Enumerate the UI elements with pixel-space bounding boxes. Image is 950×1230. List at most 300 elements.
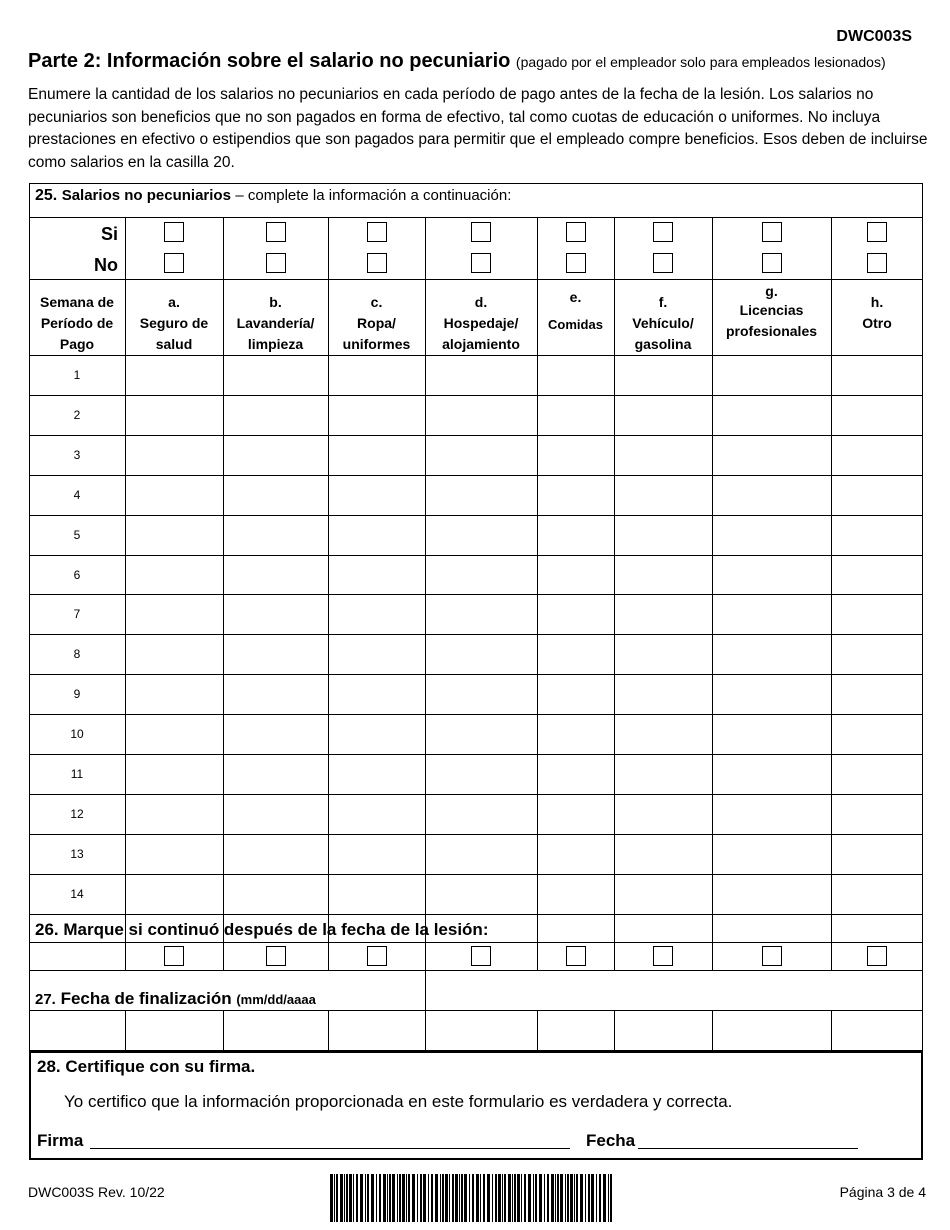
barcode-bar	[514, 1174, 516, 1222]
amount-input-a[interactable]	[128, 440, 220, 470]
row-divider	[29, 555, 923, 556]
row-divider	[29, 395, 923, 396]
amount-input-a[interactable]	[128, 799, 220, 829]
amount-input-h[interactable]	[834, 440, 920, 470]
barcode-bar	[469, 1174, 470, 1222]
barcode-bar	[408, 1174, 410, 1222]
form-code: DWC003S	[836, 28, 912, 45]
amount-input-h[interactable]	[834, 759, 920, 789]
amount-input-g[interactable]	[715, 560, 828, 590]
column-divider	[712, 942, 713, 970]
barcode-bar	[472, 1174, 474, 1222]
week-number: 10	[70, 727, 84, 742]
row-divider	[29, 970, 923, 971]
column-divider	[425, 1010, 426, 1051]
amount-input-d[interactable]	[428, 719, 534, 749]
continued-checkbox-e[interactable]	[566, 946, 586, 966]
row-divider	[29, 217, 923, 218]
amount-input-f[interactable]	[617, 839, 709, 869]
barcode-bar	[487, 1174, 490, 1222]
end-date-input-e[interactable]	[540, 1014, 611, 1046]
amount-input-b[interactable]	[226, 560, 325, 590]
amount-input-g[interactable]	[715, 719, 828, 749]
amount-input-g[interactable]	[715, 599, 828, 629]
amount-input-g[interactable]	[715, 480, 828, 510]
amount-input-c[interactable]	[331, 520, 422, 550]
column-divider	[223, 942, 224, 970]
column-divider	[831, 942, 832, 970]
barcode-bar	[349, 1174, 352, 1222]
continued-checkbox-d[interactable]	[471, 946, 491, 966]
amount-input-a[interactable]	[128, 759, 220, 789]
barcode-bar	[399, 1174, 401, 1222]
amount-input-d[interactable]	[428, 480, 534, 510]
amount-input-f[interactable]	[617, 520, 709, 550]
barcode-bar	[565, 1174, 566, 1222]
barcode-bar	[423, 1174, 426, 1222]
barcode-bar	[334, 1174, 335, 1222]
continued-checkbox-b[interactable]	[266, 946, 286, 966]
barcode-bar	[392, 1174, 395, 1222]
barcode-bar	[330, 1174, 333, 1222]
column-header-letter: f.	[658, 294, 668, 310]
barcode-bar	[406, 1174, 407, 1222]
amount-input-e[interactable]	[540, 360, 611, 390]
yes-checkbox-d[interactable]	[471, 222, 491, 242]
amount-input-a[interactable]	[128, 480, 220, 510]
row-divider	[29, 1010, 923, 1011]
amount-input-b[interactable]	[226, 480, 325, 510]
yes-checkbox-b[interactable]	[266, 222, 286, 242]
amount-input-h[interactable]	[834, 560, 920, 590]
amount-input-e[interactable]	[540, 799, 611, 829]
amount-input-a[interactable]	[128, 360, 220, 390]
amount-input-g[interactable]	[715, 879, 828, 909]
section-27-title: 27. Fecha de finalización (mm/dd/aaaa	[35, 989, 316, 1008]
column-divider	[712, 1010, 713, 1051]
column-header-b	[223, 292, 328, 355]
amount-input-e[interactable]	[540, 719, 611, 749]
barcode-bar	[420, 1174, 422, 1222]
amount-input-h[interactable]	[834, 480, 920, 510]
barcode-bar	[379, 1174, 381, 1222]
date-input[interactable]	[640, 1128, 856, 1148]
amount-input-c[interactable]	[331, 480, 422, 510]
amount-input-c[interactable]	[331, 879, 422, 909]
column-header-letter: c.	[370, 294, 383, 310]
barcode-bar	[412, 1174, 415, 1222]
barcode-bar	[344, 1174, 345, 1222]
week-number: 8	[73, 647, 81, 662]
continued-checkbox-f[interactable]	[653, 946, 673, 966]
barcode-bar	[445, 1174, 448, 1222]
barcode-bar	[383, 1174, 386, 1222]
no-checkbox-a[interactable]	[164, 253, 184, 273]
barcode-bar	[356, 1174, 358, 1222]
amount-input-b[interactable]	[226, 839, 325, 869]
week-number: 4	[73, 487, 81, 502]
barcode-bar	[402, 1174, 405, 1222]
intro-paragraph: Enumere la cantidad de los salarios no pecuniarios en cada período de pago antes de la fecha de la lesión. Los salarios no pecuniarios son beneficios que no son pagados en forma de efectivo, tal como cuotas de educación o uniformes. No incluya prestaciones en efectivo o estipendios que son pagados para permitir que el empleado compre beneficios. Esos deben de incluirse como salarios en la casilla 20.	[28, 86, 928, 171]
amount-input-b[interactable]	[226, 679, 325, 709]
end-date-input-h[interactable]	[834, 1014, 920, 1046]
column-header-letter: d.	[474, 294, 488, 310]
column-header-line1: Vehículo/	[632, 315, 694, 331]
column-header-line1: Semana de	[40, 294, 114, 310]
column-divider	[831, 1010, 832, 1051]
end-date-input-g[interactable]	[715, 1014, 828, 1046]
column-header-letter: b.	[269, 294, 282, 310]
amount-input-e[interactable]	[540, 560, 611, 590]
column-divider	[425, 942, 426, 970]
column-divider	[425, 970, 426, 1010]
amount-input-h[interactable]	[834, 599, 920, 629]
row-divider	[29, 279, 923, 280]
barcode-bar	[367, 1174, 369, 1222]
column-header-line2: gasolina	[634, 336, 692, 352]
barcode-bar	[461, 1174, 463, 1222]
no-checkbox-e[interactable]	[566, 253, 586, 273]
amount-input-d[interactable]	[428, 759, 534, 789]
end-date-input-c[interactable]	[331, 1014, 422, 1046]
amount-input-h[interactable]	[834, 839, 920, 869]
signature-line	[90, 1148, 570, 1149]
column-header-letter: h.	[870, 294, 884, 310]
amount-input-d[interactable]	[428, 560, 534, 590]
barcode-bar	[524, 1174, 526, 1222]
barcode-bar	[603, 1174, 606, 1222]
amount-input-b[interactable]	[226, 639, 325, 669]
amount-input-c[interactable]	[331, 639, 422, 669]
amount-input-b[interactable]	[226, 599, 325, 629]
amount-input-c[interactable]	[331, 679, 422, 709]
column-divider	[614, 1010, 615, 1051]
barcode-bar	[365, 1174, 366, 1222]
amount-input-c[interactable]	[331, 799, 422, 829]
amount-input-h[interactable]	[834, 400, 920, 430]
amount-input-a[interactable]	[128, 879, 220, 909]
barcode-bar	[476, 1174, 479, 1222]
page-number: Página 3 de 4	[839, 1184, 926, 1200]
week-number: 1	[73, 368, 81, 382]
column-header-line2: Período de	[40, 315, 114, 331]
column-header-line1: Ropa/	[357, 315, 396, 331]
row-divider	[29, 794, 923, 795]
row-divider	[29, 355, 923, 356]
column-header-d	[425, 292, 537, 355]
signature-label: Firma	[37, 1131, 84, 1150]
amount-input-d[interactable]	[428, 639, 534, 669]
amount-input-h[interactable]	[834, 879, 920, 909]
barcode-bar	[492, 1174, 493, 1222]
amount-input-d[interactable]	[428, 839, 534, 869]
amount-input-d[interactable]	[428, 879, 534, 909]
amount-input-f[interactable]	[617, 879, 709, 909]
barcode-bar	[555, 1174, 556, 1222]
yes-checkbox-h[interactable]	[867, 222, 887, 242]
barcode-bar	[440, 1174, 441, 1222]
amount-input-b[interactable]	[226, 400, 325, 430]
amount-input-c[interactable]	[331, 560, 422, 590]
amount-input-e[interactable]	[540, 480, 611, 510]
column-header-letter: e.	[569, 289, 582, 305]
date-line	[638, 1148, 858, 1149]
column-divider	[328, 1010, 329, 1051]
week-number: 9	[73, 687, 81, 702]
amount-input-f[interactable]	[617, 400, 709, 430]
barcode-bar	[588, 1174, 590, 1222]
amount-input-d[interactable]	[428, 400, 534, 430]
barcode-bar	[560, 1174, 563, 1222]
week-number: 11	[70, 767, 84, 781]
amount-input-a[interactable]	[128, 679, 220, 709]
yes-checkbox-e[interactable]	[566, 222, 586, 242]
amount-input-h[interactable]	[834, 719, 920, 749]
yes-checkbox-f[interactable]	[653, 222, 673, 242]
amount-input-c[interactable]	[331, 759, 422, 789]
no-checkbox-b[interactable]	[266, 253, 286, 273]
date-label: Fecha	[586, 1131, 636, 1150]
barcode-bar	[480, 1174, 481, 1222]
barcode-bar	[431, 1174, 433, 1222]
barcode-bar	[397, 1174, 398, 1222]
column-divider	[537, 942, 538, 970]
amount-input-d[interactable]	[428, 360, 534, 390]
barcode-bar	[557, 1174, 559, 1222]
no-checkbox-c[interactable]	[367, 253, 387, 273]
amount-input-d[interactable]	[428, 799, 534, 829]
amount-input-h[interactable]	[834, 799, 920, 829]
page-title	[28, 50, 886, 73]
form-revision: DWC003S Rev. 10/22	[28, 1184, 165, 1200]
barcode-bar	[508, 1174, 511, 1222]
row-divider	[29, 914, 923, 915]
barcode-bar	[570, 1174, 573, 1222]
row-divider	[29, 634, 923, 635]
row-divider	[29, 834, 923, 835]
amount-input-d[interactable]	[428, 520, 534, 550]
column-header-line2: limpieza	[247, 336, 304, 352]
column-divider	[125, 1010, 126, 1051]
week-number: 7	[73, 607, 81, 622]
amount-input-a[interactable]	[128, 719, 220, 749]
row-divider	[29, 435, 923, 436]
yes-label: Si	[100, 224, 118, 244]
barcode-bar	[389, 1174, 391, 1222]
no-checkbox-f[interactable]	[653, 253, 673, 273]
amount-input-c[interactable]	[331, 360, 422, 390]
barcode-bar	[495, 1174, 497, 1222]
column-header-h	[831, 292, 923, 334]
end-date-input-a[interactable]	[128, 1014, 220, 1046]
amount-input-g[interactable]	[715, 440, 828, 470]
column-header-f	[614, 292, 712, 355]
amount-input-e[interactable]	[540, 759, 611, 789]
column-header-letter: a.	[168, 294, 180, 310]
week-number: 5	[73, 527, 81, 542]
week-number: 12	[70, 806, 84, 821]
amount-input-h[interactable]	[834, 679, 920, 709]
barcode-bar	[360, 1174, 363, 1222]
amount-input-c[interactable]	[331, 599, 422, 629]
yes-checkbox-a[interactable]	[164, 222, 184, 242]
no-label: No	[94, 255, 118, 275]
section-25-title: 25. Salarios no pecuniarios – complete la información a continuación:	[35, 187, 512, 204]
column-header-a	[125, 292, 223, 355]
amount-input-f[interactable]	[617, 560, 709, 590]
barcode-bar	[340, 1174, 343, 1222]
barcode-bar	[551, 1174, 554, 1222]
column-divider	[537, 1010, 538, 1051]
barcode-bar	[452, 1174, 454, 1222]
signature-input[interactable]	[92, 1128, 568, 1148]
amount-input-f[interactable]	[617, 679, 709, 709]
barcode-bar	[417, 1174, 418, 1222]
barcode-bar	[428, 1174, 429, 1222]
amount-input-f[interactable]	[617, 639, 709, 669]
barcode-bar	[442, 1174, 444, 1222]
barcode-bar	[459, 1174, 460, 1222]
barcode-bar	[435, 1174, 438, 1222]
continued-checkbox-g[interactable]	[762, 946, 782, 966]
amount-input-e[interactable]	[540, 679, 611, 709]
amount-input-e[interactable]	[540, 639, 611, 669]
amount-input-f[interactable]	[617, 480, 709, 510]
row-divider	[29, 942, 923, 943]
column-header-c	[328, 292, 425, 355]
amount-input-g[interactable]	[715, 639, 828, 669]
column-header-letter: g.	[765, 283, 778, 299]
amount-input-e[interactable]	[540, 599, 611, 629]
amount-input-f[interactable]	[617, 360, 709, 390]
column-header-line3: Pago	[59, 336, 95, 352]
continued-checkbox-a[interactable]	[164, 946, 184, 966]
no-checkbox-d[interactable]	[471, 253, 491, 273]
barcode-bar	[539, 1174, 542, 1222]
column-header-line2: uniformes	[342, 336, 411, 352]
amount-input-c[interactable]	[331, 440, 422, 470]
column-header-line2: salud	[155, 336, 193, 352]
amount-input-a[interactable]	[128, 560, 220, 590]
amount-input-e[interactable]	[540, 520, 611, 550]
amount-input-c[interactable]	[331, 719, 422, 749]
amount-input-b[interactable]	[226, 759, 325, 789]
amount-input-h[interactable]	[834, 639, 920, 669]
column-header-week	[29, 292, 125, 355]
amount-input-c[interactable]	[331, 400, 422, 430]
amount-input-g[interactable]	[715, 400, 828, 430]
amount-input-h[interactable]	[834, 360, 920, 390]
amount-input-b[interactable]	[226, 719, 325, 749]
amount-input-g[interactable]	[715, 799, 828, 829]
column-divider	[223, 1010, 224, 1051]
amount-input-e[interactable]	[540, 839, 611, 869]
amount-input-b[interactable]	[226, 520, 325, 550]
week-number: 2	[73, 407, 81, 422]
week-number: 6	[73, 567, 81, 582]
barcode-bar	[376, 1174, 377, 1222]
barcode-bar	[599, 1174, 601, 1222]
barcode-bar	[535, 1174, 537, 1222]
barcode-bar	[449, 1174, 450, 1222]
amount-input-a[interactable]	[128, 839, 220, 869]
barcode-bar	[521, 1174, 522, 1222]
amount-input-e[interactable]	[540, 879, 611, 909]
section-28-title: 28. Certifique con su firma.	[37, 1057, 256, 1076]
amount-input-e[interactable]	[540, 440, 611, 470]
no-checkbox-h[interactable]	[867, 253, 887, 273]
amount-input-c[interactable]	[331, 839, 422, 869]
end-date-input[interactable]	[428, 974, 920, 1008]
barcode-bar	[353, 1174, 354, 1222]
amount-input-d[interactable]	[428, 599, 534, 629]
amount-input-g[interactable]	[715, 759, 828, 789]
amount-input-d[interactable]	[428, 440, 534, 470]
barcode-bar	[547, 1174, 549, 1222]
end-date-input-b[interactable]	[226, 1014, 325, 1046]
yes-checkbox-c[interactable]	[367, 222, 387, 242]
barcode-bar	[464, 1174, 467, 1222]
week-number: 3	[73, 447, 81, 462]
barcode-bar	[504, 1174, 506, 1222]
amount-input-b[interactable]	[226, 360, 325, 390]
barcode-bar	[544, 1174, 545, 1222]
continued-checkbox-c[interactable]	[367, 946, 387, 966]
amount-input-b[interactable]	[226, 440, 325, 470]
amount-input-g[interactable]	[715, 520, 828, 550]
amount-input-a[interactable]	[128, 639, 220, 669]
barcode-bar	[517, 1174, 520, 1222]
amount-input-d[interactable]	[428, 679, 534, 709]
amount-input-f[interactable]	[617, 759, 709, 789]
amount-input-h[interactable]	[834, 520, 920, 550]
amount-input-g[interactable]	[715, 839, 828, 869]
barcode-bar	[502, 1174, 503, 1222]
amount-input-f[interactable]	[617, 719, 709, 749]
barcode-bar	[576, 1174, 578, 1222]
column-header-line2: profesionales	[725, 323, 818, 339]
yes-checkbox-g[interactable]	[762, 222, 782, 242]
amount-input-f[interactable]	[617, 799, 709, 829]
barcode-bar	[585, 1174, 586, 1222]
row-divider	[29, 594, 923, 595]
barcode-bar	[483, 1174, 485, 1222]
barcode-bar	[528, 1174, 531, 1222]
barcode-bar	[574, 1174, 575, 1222]
amount-input-a[interactable]	[128, 599, 220, 629]
barcode-bar	[591, 1174, 594, 1222]
amount-input-a[interactable]	[128, 400, 220, 430]
end-date-input-week[interactable]	[32, 1014, 122, 1046]
no-checkbox-g[interactable]	[762, 253, 782, 273]
amount-input-f[interactable]	[617, 599, 709, 629]
continued-checkbox-h[interactable]	[867, 946, 887, 966]
amount-input-b[interactable]	[226, 799, 325, 829]
amount-input-e[interactable]	[540, 400, 611, 430]
column-divider	[328, 942, 329, 970]
end-date-input-f[interactable]	[617, 1014, 709, 1046]
end-date-input-d[interactable]	[428, 1014, 534, 1046]
amount-input-g[interactable]	[715, 360, 828, 390]
amount-input-f[interactable]	[617, 440, 709, 470]
amount-input-g[interactable]	[715, 679, 828, 709]
amount-input-b[interactable]	[226, 879, 325, 909]
row-divider	[29, 475, 923, 476]
column-header-line1: Seguro de	[139, 315, 209, 331]
amount-input-a[interactable]	[128, 520, 220, 550]
part-subtitle: (pagado por el empleador solo para empleados lesionados)	[515, 54, 886, 70]
section-26-title: 26. Marque si continuó después de la fecha de la lesión:	[35, 920, 489, 939]
